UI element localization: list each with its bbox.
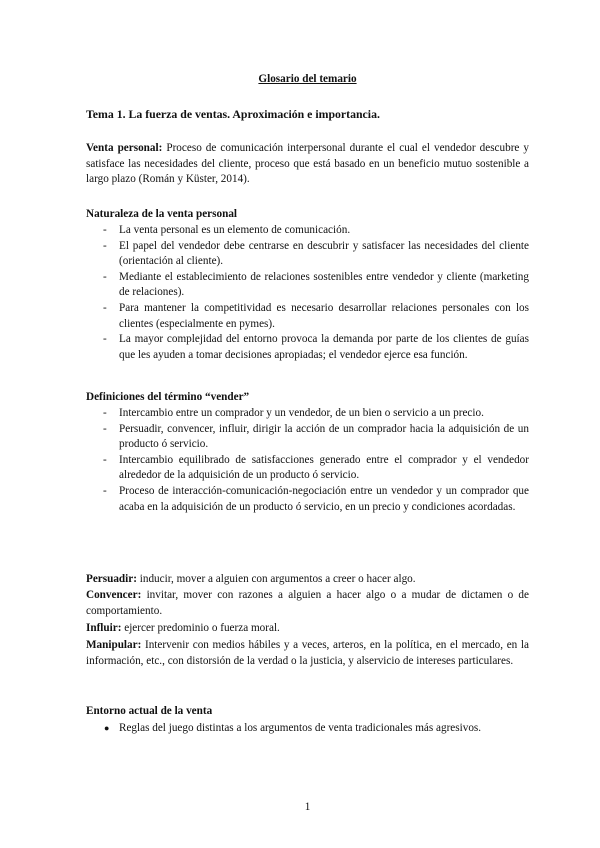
glossary-entry: Persuadir: inducir, mover a alguien con argumentos a creer o hacer algo.	[86, 573, 416, 585]
topic-heading: Tema 1. La fuerza de ventas. Aproximación e importancia.	[86, 107, 380, 121]
list-item: ● Reglas del juego distintas a los argumentos de venta tradicionales más agresivos.	[104, 722, 482, 734]
list-item: - La mayor complejidad del entorno provoca la demanda por parte de los clientes de guías que les ayuden a tomar decisiones apropiadas; el vendedor ejerce esa función.	[103, 333, 529, 361]
naturaleza-list	[86, 223, 529, 363]
list-item: - Intercambio entre un comprador y un vendedor, de un bien o servicio a un precio.	[103, 407, 484, 419]
glossary-entry: Convencer: invitar, mover con razones a alguien a hacer algo o a mudar de dictamen o de comportamiento.	[86, 589, 529, 617]
naturaleza-heading: Naturaleza de la venta personal	[86, 208, 238, 220]
list-item: - Mediante el establecimiento de relaciones sostenibles entre vendedor y cliente (marketing de relaciones).	[103, 270, 529, 299]
list-item: - Para mantener la competitividad es necesario desarrollar relaciones personales con los clientes (especialmente en pymes).	[103, 301, 529, 330]
list-item: - Proceso de interacción-comunicación-negociación entre un vendedor y un comprador que acaba en la adquisición de un producto ó servicio, en un precio y condiciones acordadas.	[103, 484, 529, 513]
glossary-entry: Manipular: Intervenir con medios hábiles y a veces, arteros, en la política, en el mercado, en la información, etc., con distorsión de la verdad o la justicia, y alservicio de intereses particulares.	[86, 639, 529, 667]
definiciones-list	[86, 406, 529, 515]
document-title: Glosario del temario	[258, 73, 357, 85]
list-item: - La venta personal es un elemento de comunicación.	[103, 224, 351, 236]
venta-personal-term: Venta personal:	[86, 142, 163, 154]
entorno-heading: Entorno actual de la venta	[86, 705, 213, 717]
list-item: - El papel del vendedor debe centrarse en descubrir y satisfacer las necesidades del cliente (orientación al cliente).	[103, 239, 529, 268]
glossary-entry: Influir: ejercer predominio o fuerza moral.	[86, 622, 280, 634]
definiciones-heading: Definiciones del término “vender”	[86, 391, 250, 403]
list-item: - Persuadir, convencer, influir, dirigir la acción de un comprador hacia la adquisición de un producto ó servicio.	[103, 422, 529, 451]
venta-personal-paragraph	[86, 141, 529, 188]
entorno-list	[86, 721, 529, 737]
venta-personal-definition: Proceso de comunicación interpersonal durante el cual el vendedor descubre y satisface las necesidades del cliente, proceso que está basado en un beneficio mutuo sostenible a largo plazo (Román y Küster, 2014).	[86, 142, 530, 186]
page-number: 1	[304, 801, 311, 813]
list-item: - Intercambio equilibrado de satisfacciones generado entre el comprador y el vendedor alrededor de la adquisición de un producto ó servicio.	[103, 453, 529, 482]
